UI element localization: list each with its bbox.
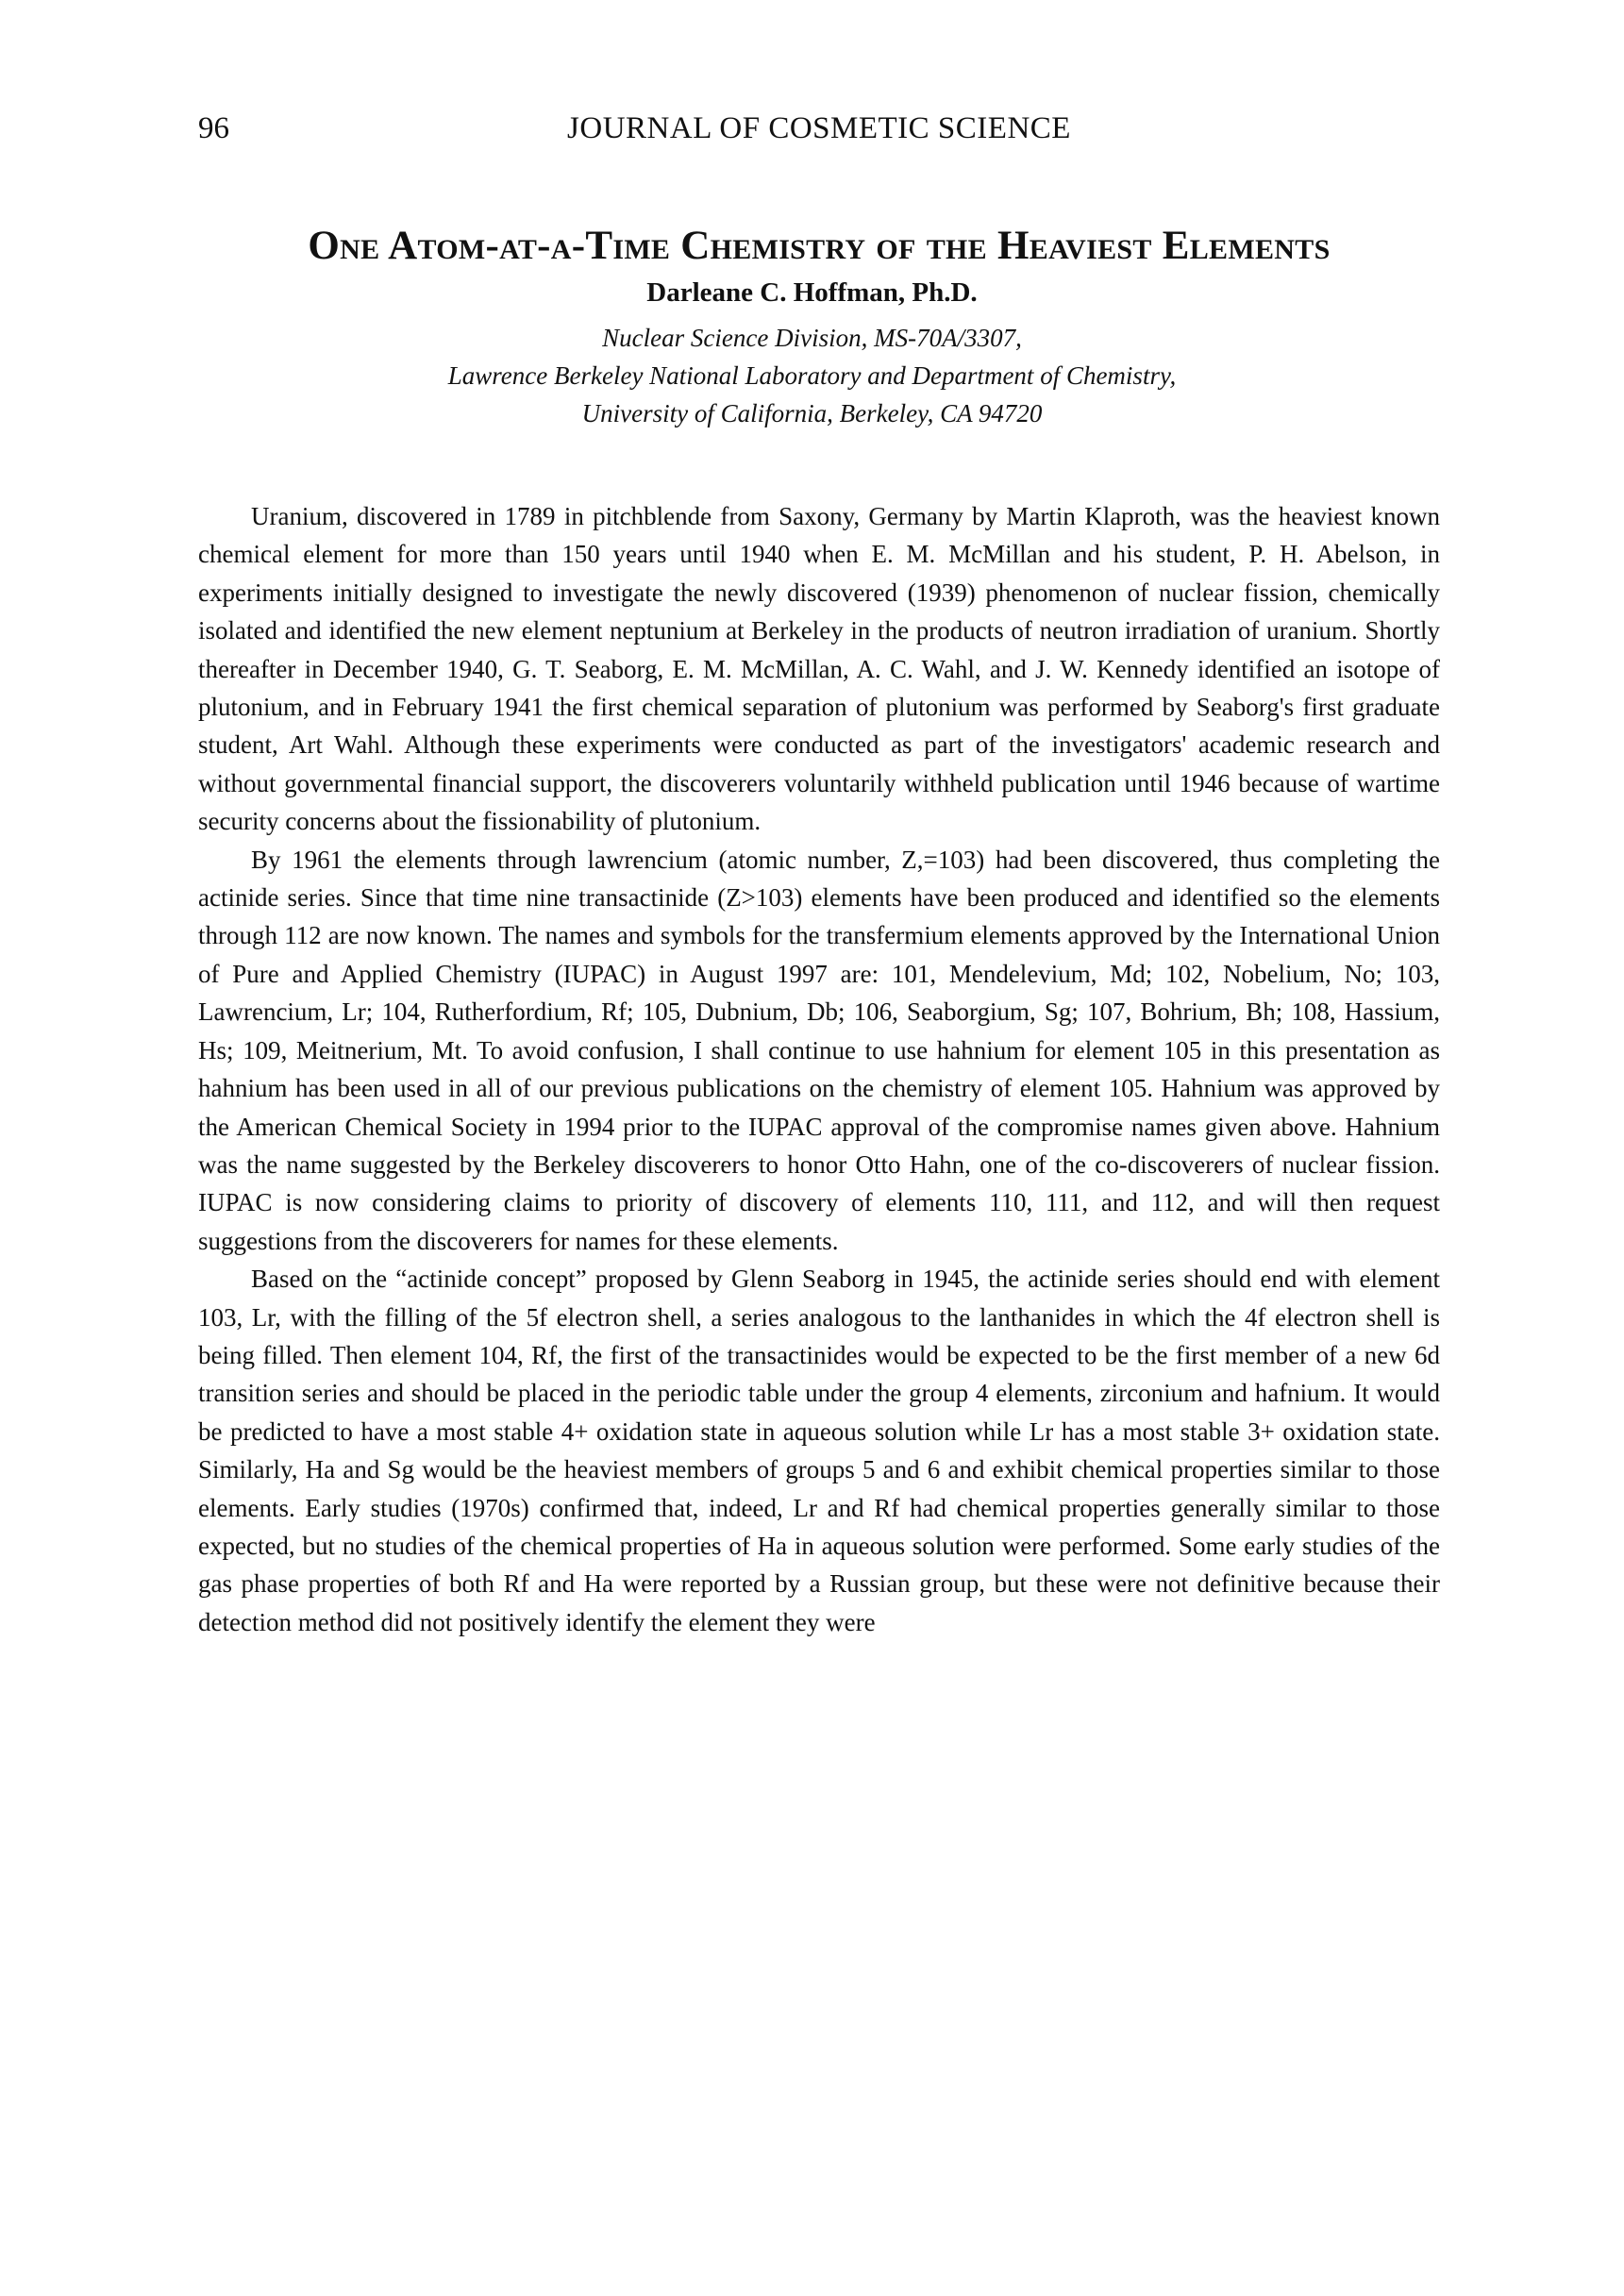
article-title: One Atom-at-a-Time Chemistry of the Heaviest Elements	[308, 224, 1331, 268]
running-header	[198, 111, 1440, 159]
author-name: Darleane C. Hoffman, Ph.D.	[646, 277, 978, 308]
paragraph: Based on the “actinide concept” proposed by Glenn Seaborg in 1945, the actinide series should end with element 103, Lr, with the filling of the 5f electron shell, a series analogous to the lanthanides in which the 4f electron shell is being filled. Then element 104, Rf, the first of the transactinides would be expected to be the first member of a new 6d transition series and should be placed in the periodic table under the group 4 elements, zirconium and hafnium. It would be predicted to have a most stable 4+ oxidation state in aqueous solution while Lr has a most stable 3+ oxidation state. Similarly, Ha and Sg would be the heaviest members of groups 5 and 6 and exhibit chemical properties similar to those elements. Early studies (1970s) confirmed that, indeed, Lr and Rf had chemical properties generally similar to those expected, but no studies of the chemical properties of Ha in aqueous solution were performed. Some early studies of the gas phase properties of both Rf and Ha were reported by a Russian group, but these were not definitive because their detection method did not positively identify the element they were	[198, 1265, 1440, 1636]
article-body	[198, 497, 1440, 1641]
affiliation-line: University of California, Berkeley, CA 94720	[581, 399, 1043, 427]
affiliation-line: Lawrence Berkeley National Laboratory and Department of Chemistry,	[447, 361, 1177, 390]
paragraph: Uranium, discovered in 1789 in pitchblende from Saxony, Germany by Martin Klaproth, was the heaviest known chemical element for more than 150 years until 1940 when E. M. McMillan and his student, P. H. Abelson, in experiments initially designed to investigate the newly discovered (1939) phenomenon of nuclear fission, chemically isolated and identified the new element neptunium at Berkeley in the products of neutron irradiation of uranium. Shortly thereafter in December 1940, G. T. Seaborg, E. M. McMillan, A. C. Wahl, and J. W. Kennedy identified an isotope of plutonium, and in February 1941 the first chemical separation of plutonium was performed by Seaborg's first graduate student, Art Wahl. Although these experiments were conducted as part of the investigators' academic research and without governmental financial support, the discoverers voluntarily withheld publication until 1946 because of wartime security concerns about the fissionability of plutonium.	[198, 502, 1440, 836]
affiliation-line: Nuclear Science Division, MS-70A/3307,	[602, 324, 1022, 352]
page-number: 96	[198, 111, 229, 145]
journal-name: JOURNAL OF COSMETIC SCIENCE	[567, 111, 1071, 145]
paragraph: By 1961 the elements through lawrencium (atomic number, Z,=103) had been discovered, thus completing the actinide series. Since that time nine transactinide (Z>103) elements have been produced and identified so the elements through 112 are now known. The names and symbols for the transfermium elements approved by the International Union of Pure and Applied Chemistry (IUPAC) in August 1997 are: 101, Mendelevium, Md; 102, Nobelium, No; 103, Lawrencium, Lr; 104, Rutherfordium, Rf; 105, Dubnium, Db; 106, Seaborgium, Sg; 107, Bohrium, Bh; 108, Hassium, Hs; 109, Meitnerium, Mt. To avoid confusion, I shall continue to use hahnium for element 105 in this presentation as hahnium has been used in all of our previous publications on the chemistry of element 105. Hahnium was approved by the American Chemical Society in 1994 prior to the IUPAC approval of the compromise names given above. Hahnium was the name suggested by the Berkeley discoverers to honor Otto Hahn, one of the co-discoverers of nuclear fission. IUPAC is now considering claims to priority of discovery of elements 110, 111, and 112, and will then request suggestions from the discoverers for names for these elements.	[198, 845, 1440, 1255]
affiliation	[0, 319, 1624, 432]
